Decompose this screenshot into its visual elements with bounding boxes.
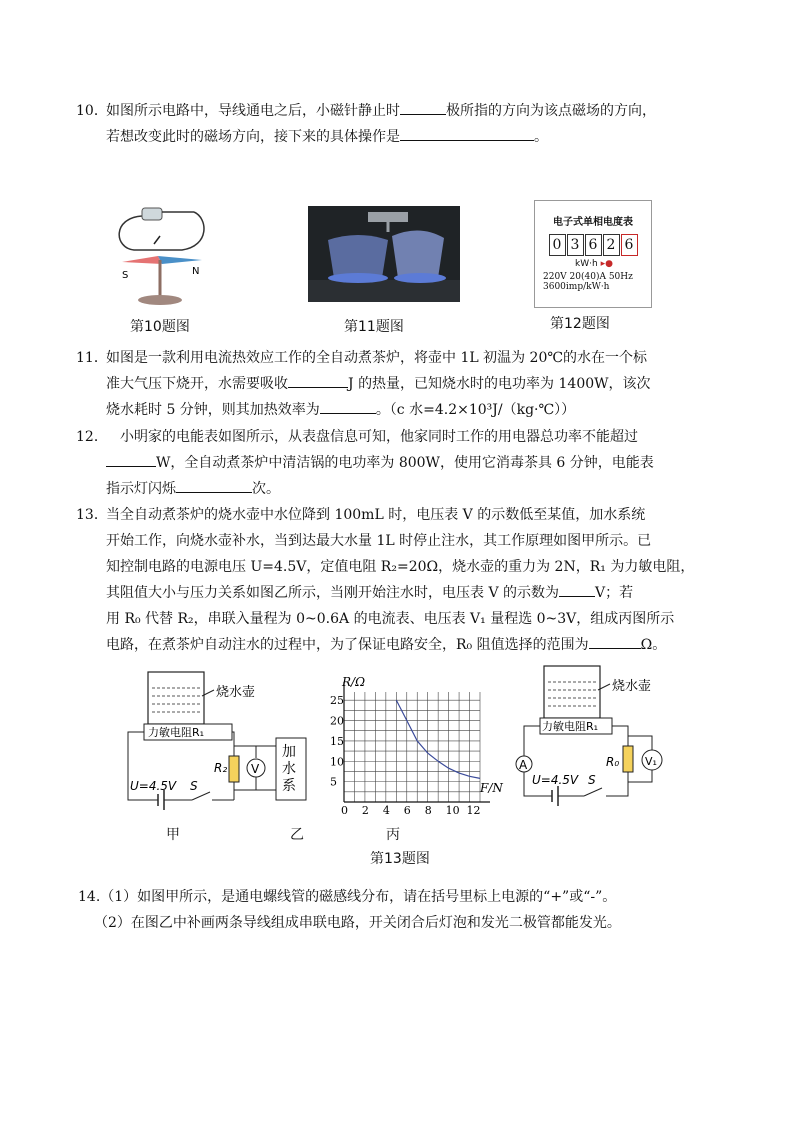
pulse-led-icon: ▸● — [600, 259, 613, 269]
question-text: 次。 — [252, 481, 280, 497]
circuit-jia — [118, 666, 318, 816]
question-text: 。 — [534, 129, 548, 145]
question-number: 13． — [76, 507, 108, 523]
meter-digit: 3 — [567, 234, 584, 256]
compass-wire-figure — [112, 198, 212, 310]
voltmeter1-label: V₁ — [645, 755, 657, 768]
question-text: 如图所示电路中，导线通电之后，小磁针静止时 — [106, 103, 400, 119]
voltage-label: U=4.5V — [130, 779, 177, 793]
question-text: 其阻值大小与压力关系如图乙所示，当刚开始注水时，电压表 V 的示数为 — [106, 585, 560, 601]
figure-13-jia — [118, 666, 318, 820]
answer-blank[interactable] — [400, 98, 446, 115]
tea-maker-photo — [308, 206, 460, 302]
question-13 — [76, 502, 726, 658]
kettle-label-2: 烧水壶 — [612, 679, 652, 694]
label-yi: 乙 — [290, 827, 304, 843]
switch-label: S — [190, 779, 198, 793]
label-bing: 丙 — [386, 827, 400, 843]
meter-title: 电子式单相电度表 — [553, 217, 633, 228]
question-text: 开始工作，向烧水壶补水，当到达最大水量 1L 时停止注水，其工作原理如图甲所示。已 — [106, 533, 652, 549]
question-text: 指示灯闪烁 — [106, 481, 176, 497]
figure-12-meter — [534, 200, 652, 308]
question-text: 用 R₀ 代替 R₂，串联入量程为 0~0.6A 的电流表、电压表 V₁ 量程选 0~3V，组成丙图所示 — [106, 611, 675, 627]
meter-digit: 2 — [603, 234, 620, 256]
question-14 — [78, 884, 738, 936]
question-number: 12． — [76, 429, 108, 445]
x-tick-label: 6 — [403, 804, 411, 817]
question-text: 若想改变此时的磁场方向，接下来的具体操作是 — [106, 129, 400, 145]
x-axis-label: F/N — [480, 781, 503, 795]
question-text: 。（c 水=4.2×10³J/（kg·℃）） — [375, 402, 576, 418]
compass-n-label: N — [192, 266, 200, 277]
figure-11-caption: 第11题图 — [344, 319, 404, 335]
voltmeter-label: V — [251, 762, 260, 776]
sensor-label-2: 力敏电阻R₁ — [542, 720, 599, 733]
meter-digit: 0 — [549, 234, 566, 256]
figure-13-graph — [320, 672, 516, 832]
question-text: 准大气压下烧开，水需要吸收 — [106, 376, 288, 392]
voltage-label-2: U=4.5V — [532, 773, 579, 787]
answer-blank[interactable] — [288, 371, 348, 388]
answer-blank[interactable] — [400, 124, 534, 141]
answer-blank[interactable] — [559, 580, 595, 597]
circuit-bing — [512, 660, 692, 810]
figure-10-caption: 第10题图 — [130, 319, 190, 335]
chart-grid — [344, 682, 490, 802]
question-text: 电路，在煮茶炉自动注水的过程中，为了保证电路安全，R₀ 阻值选择的范围为 — [106, 637, 589, 653]
answer-blank[interactable] — [589, 632, 641, 649]
question-text: 知控制电路的电源电压 U=4.5V，定值电阻 R₂=20Ω，烧水壶的重力为 2N，R₁ 为力敏电阻， — [106, 559, 695, 575]
y-tick-label: 25 — [330, 694, 344, 708]
question-text: J 的热量，已知烧水时的电功率为 1400W，该次 — [348, 376, 651, 392]
resistance-force-chart — [320, 672, 516, 828]
question-10 — [76, 98, 726, 150]
figure-13-bing — [512, 660, 692, 814]
y-axis-label: R/Ω — [342, 675, 366, 689]
x-tick-label: 10 — [445, 804, 460, 817]
question-text: V；若 — [595, 585, 634, 601]
compass-s-label: S — [122, 270, 129, 281]
meter-digit: 6 — [585, 234, 602, 256]
question-text: 极所指的方向为该点磁场的方向， — [446, 103, 656, 119]
chart-ticks — [330, 694, 481, 817]
x-tick-label: 0 — [341, 804, 348, 817]
meter-spec2: 3600imp/kW·h — [543, 282, 610, 292]
answer-blank[interactable] — [320, 397, 376, 414]
y-tick-label: 10 — [330, 755, 344, 769]
answer-blank[interactable] — [176, 476, 252, 493]
meter-unit: kW·h — [575, 259, 598, 269]
y-tick-label: 15 — [330, 734, 344, 748]
r2-label: R₂ — [214, 761, 228, 775]
question-text: 14.（1）如图甲所示，是通电螺线管的磁感线分布，请在括号里标上电源的“+”或“-”。 — [78, 889, 617, 905]
figure-11 — [308, 206, 460, 306]
question-text: 当全自动煮茶炉的烧水壶中水位降到 100mL 时，电压表 V 的示数低至某值，加水系统 — [106, 507, 646, 523]
switch-label-2: S — [588, 773, 596, 787]
meter-digit: 6 — [621, 234, 638, 256]
question-text: 如图是一款利用电流热效应工作的全自动煮茶炉，将壶中 1L 初温为 20℃的水在一个标 — [106, 350, 648, 366]
x-tick-label: 4 — [382, 804, 390, 817]
answer-blank[interactable] — [106, 450, 156, 467]
sensor-label: 力敏电阻R₁ — [148, 726, 205, 739]
question-12 — [76, 424, 726, 502]
question-text: 烧水耗时 5 分钟，则其加热效率为 — [106, 402, 320, 418]
question-11 — [76, 345, 726, 423]
meter-digits — [535, 234, 651, 256]
label-jia: 甲 — [166, 827, 180, 843]
question-text: 小明家的电能表如图所示，从表盘信息可知，他家同时工作的用电器总功率不能超过 — [120, 429, 638, 445]
x-tick-label: 12 — [466, 804, 481, 817]
x-tick-label: 2 — [361, 804, 369, 817]
kettle-label: 烧水壶 — [216, 685, 256, 700]
meter-spec1: 220V 20(40)A 50Hz — [543, 272, 633, 282]
y-tick-label: 5 — [330, 775, 337, 789]
question-number: 11． — [76, 350, 108, 366]
r0-label: R₀ — [606, 755, 620, 769]
question-number: 10． — [76, 103, 108, 119]
ammeter-label: A — [519, 758, 528, 772]
question-text: （2）在图乙中补画两条导线组成串联电路，开关闭合后灯泡和发光二极管都能发光。 — [94, 915, 621, 931]
x-tick-label: 8 — [424, 804, 432, 817]
meter-unit-row — [535, 259, 651, 269]
water-system-label: 加 水 系 — [282, 744, 296, 794]
y-tick-label: 20 — [330, 714, 344, 728]
figure-13-caption: 第13题图 — [370, 851, 430, 867]
figure-10 — [112, 198, 212, 314]
question-text: W，全自动煮茶炉中清洁锅的电功率为 800W，使用它消毒茶具 6 分钟，电能表 — [156, 455, 654, 471]
question-text: Ω。 — [640, 637, 667, 653]
figure-12-caption: 第12题图 — [550, 316, 610, 332]
